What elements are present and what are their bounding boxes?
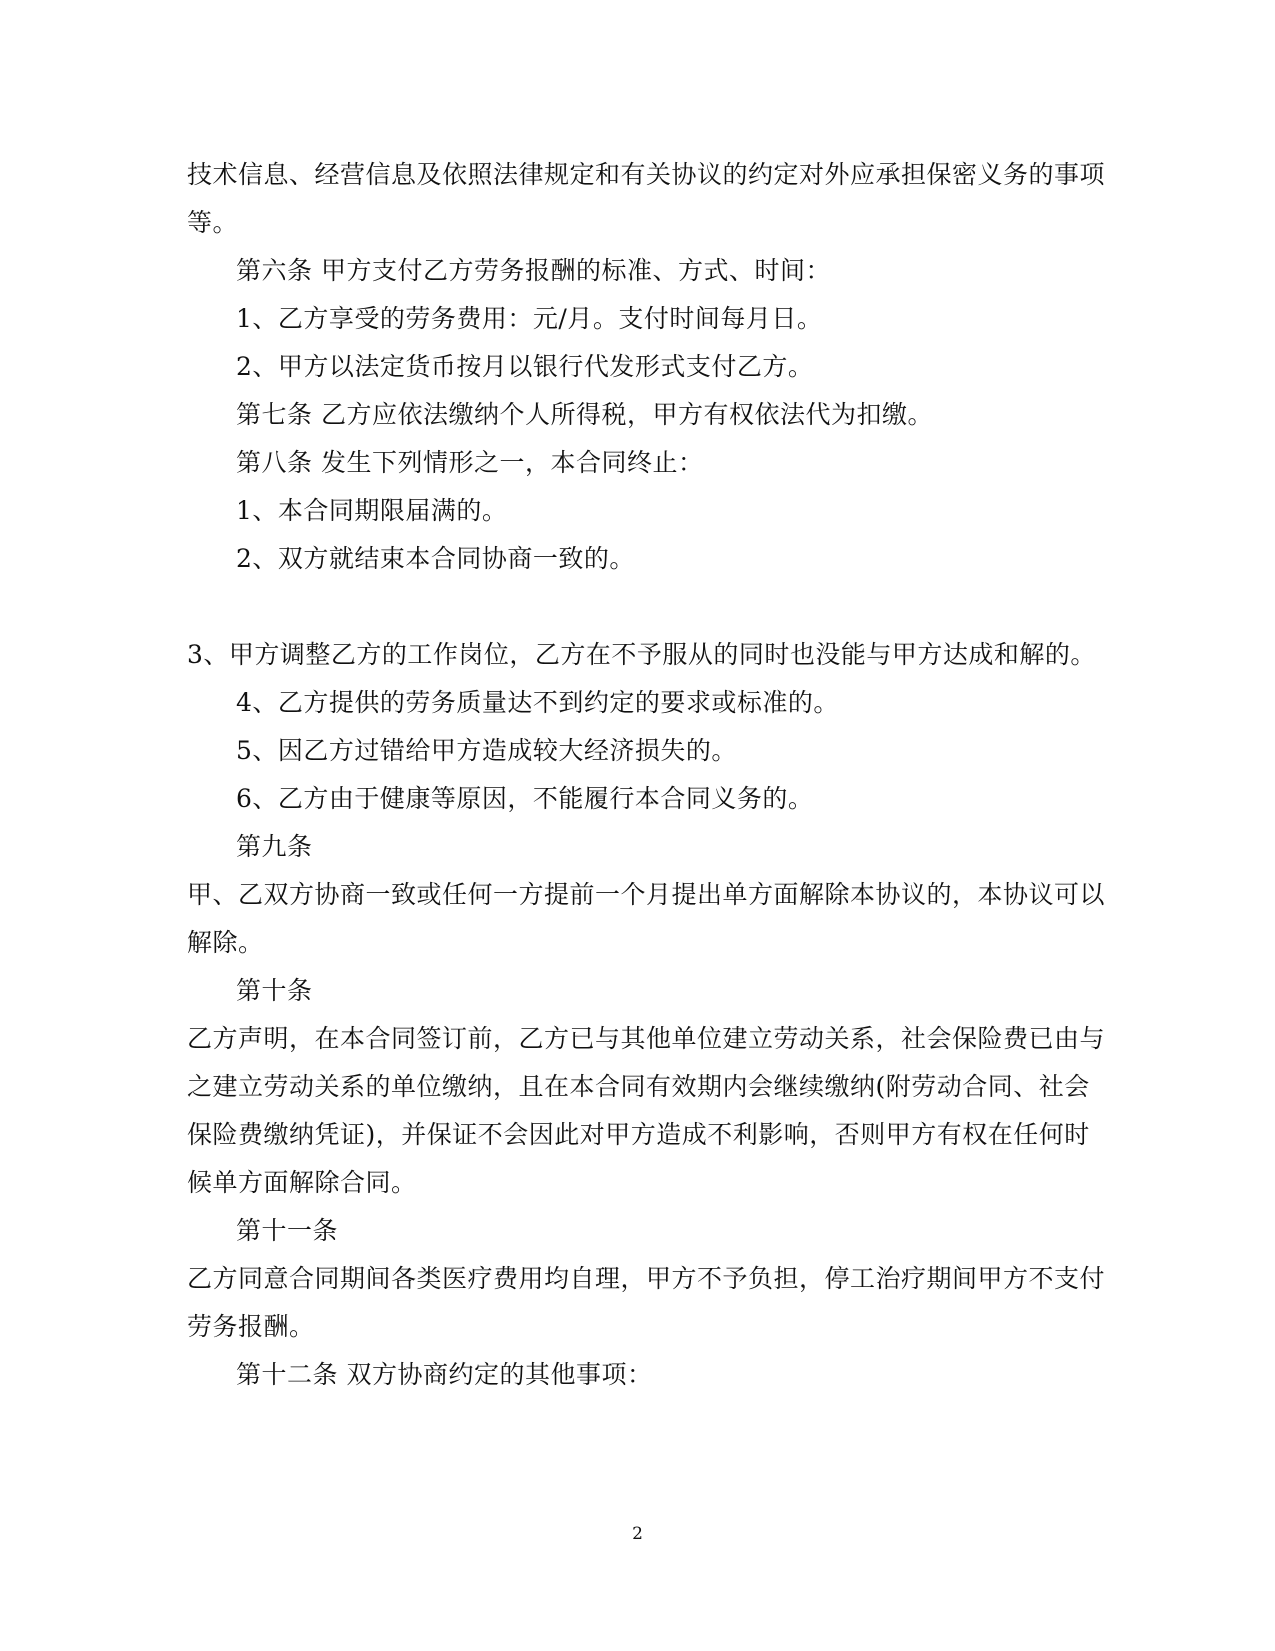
text-line: 1、本合同期限届满的。 [236,496,508,525]
article-9-heading: 第九条 [236,832,313,861]
text-line: 5、因乙方过错给甲方造成较大经济损失的。 [236,736,737,765]
text-line: 劳务报酬。 [187,1312,315,1341]
article-7-heading: 第七条 乙方应依法缴纳个人所得税，甲方有权依法代为扣缴。 [236,400,933,429]
text-line: 之建立劳动关系的单位缴纳，且在本合同有效期内会继续缴纳(附劳动合同、社会 [187,1072,1090,1101]
article-11-heading: 第十一条 [236,1216,339,1245]
page-number: 2 [632,1524,643,1544]
article-6-heading: 第六条 甲方支付乙方劳务报酬的标准、方式、时间： [236,256,831,285]
article-12-heading: 第十二条 双方协商约定的其他事项： [236,1360,653,1389]
text-line: 乙方声明，在本合同签订前，乙方已与其他单位建立劳动关系，社会保险费已由与 [187,1024,1106,1053]
text-line: 3、甲方调整乙方的工作岗位，乙方在不予服从的同时也没能与甲方达成和解的。 [187,640,1096,669]
text-line: 2、双方就结束本合同协商一致的。 [236,544,635,573]
text-line: 保险费缴纳凭证)，并保证不会因此对甲方造成不利影响，否则甲方有权在任何时 [187,1120,1090,1149]
text-line: 等。 [187,208,239,237]
text-line: 6、乙方由于健康等原因，不能履行本合同义务的。 [236,784,814,813]
text-line: 1、乙方享受的劳务费用：元/月。支付时间每月日。 [236,304,823,333]
text-line: 甲、乙双方协商一致或任何一方提前一个月提出单方面解除本协议的，本协议可以 [187,880,1106,909]
text-line: 技术信息、经营信息及依照法律规定和有关协议的约定对外应承担保密义务的事项 [187,160,1106,189]
article-8-heading: 第八条 发生下列情形之一，本合同终止： [236,448,704,477]
text-line: 解除。 [187,928,264,957]
text-line: 乙方同意合同期间各类医疗费用均自理，甲方不予负担，停工治疗期间甲方不支付 [187,1264,1106,1293]
text-line: 2、甲方以法定货币按月以银行代发形式支付乙方。 [236,352,814,381]
text-line: 4、乙方提供的劳务质量达不到约定的要求或标准的。 [236,688,839,717]
text-line: 候单方面解除合同。 [187,1168,417,1197]
article-10-heading: 第十条 [236,976,313,1005]
